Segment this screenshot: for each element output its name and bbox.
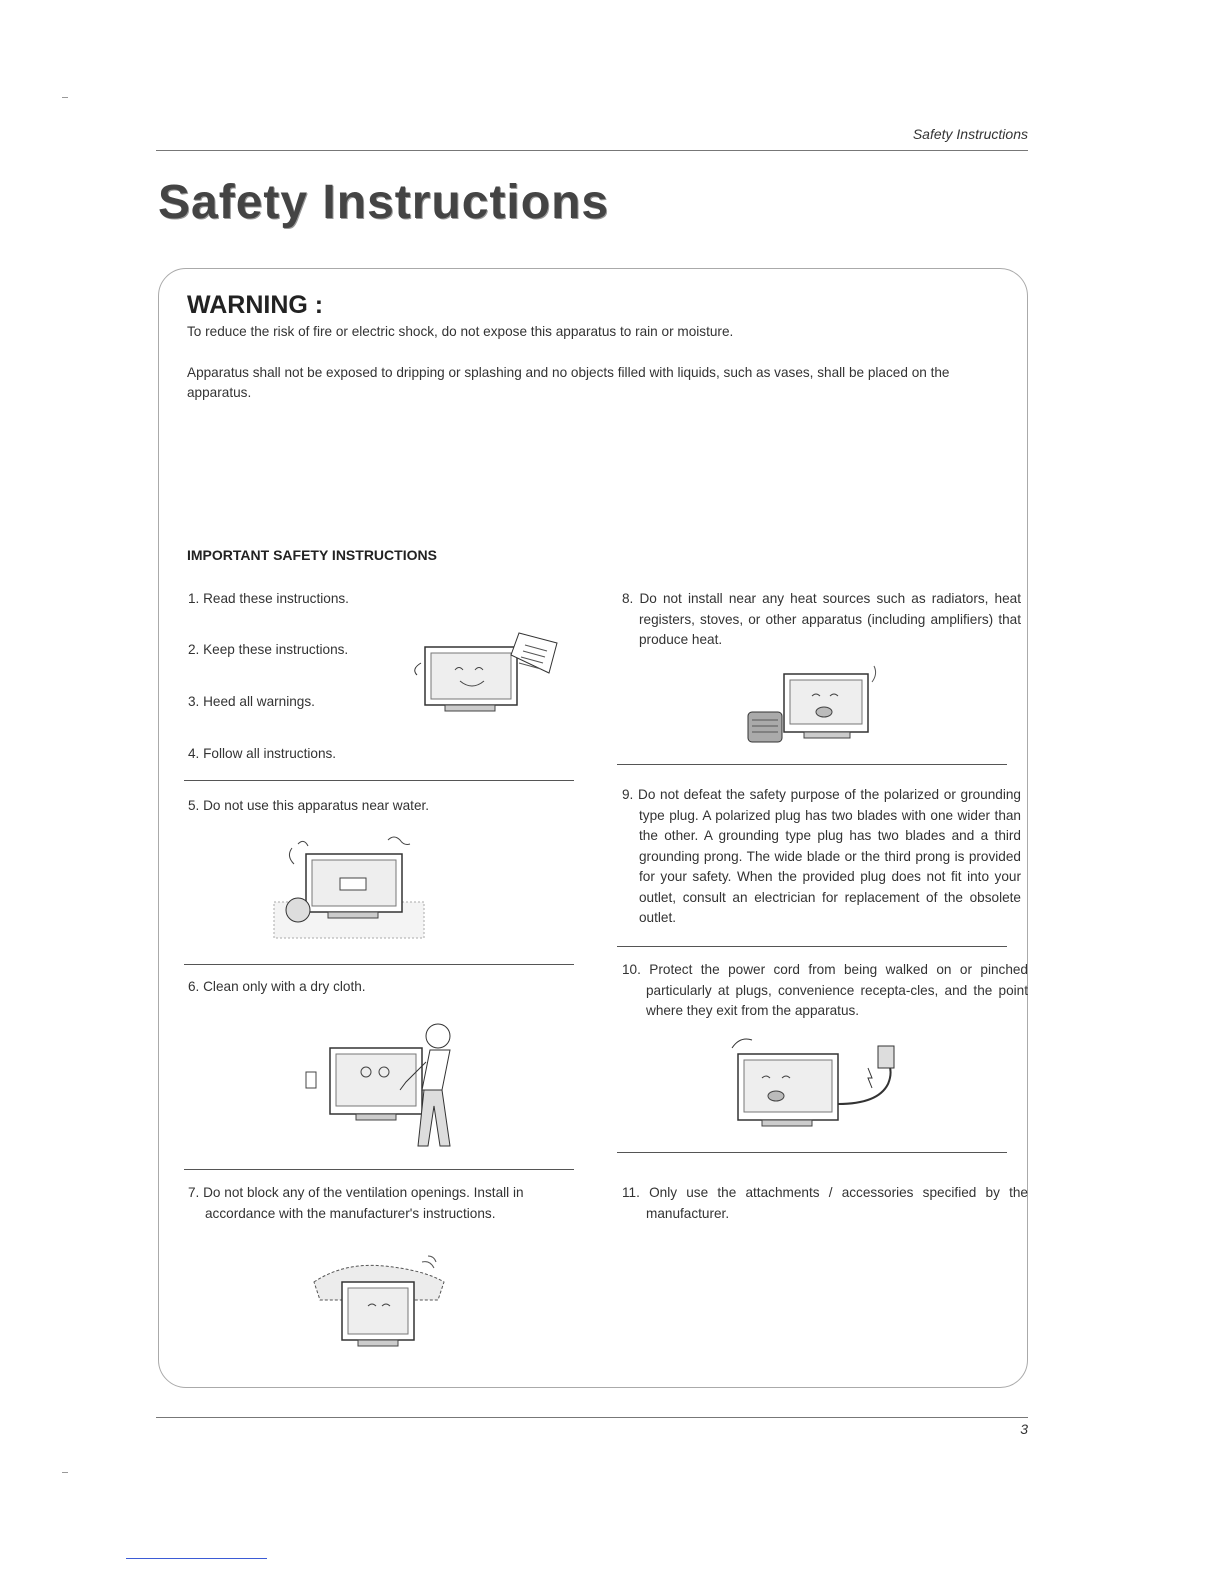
tv-near-water-illustration [268,832,433,944]
page-number: 3 [1020,1421,1028,1437]
item-8: 8. Do not install near any heat sources such as radiators, heat registers, stoves, or other apparatus (including amplifiers) that produce heat. [622,591,1021,647]
tv-power-cord-illustration [722,1024,912,1134]
header-rule [156,150,1028,151]
separator-left-2 [184,964,574,965]
item-6: 6. Clean only with a dry cloth. [188,979,366,994]
margin-tick-top [62,97,68,98]
separator-right-2 [617,946,1007,947]
item-9: 9. Do not defeat the safety purpose of the polarized or grounding type plug. A polarized plug has two blades with one wider than the other. A grounding type plug has two blades and a third grounding prong. The wide blade or the third prong is provided for your safety. When the provided plug does not fit into your outlet, consult an electrician for replacement of the obsolete outlet. [622,787,1021,925]
warning-title: WARNING : [187,291,324,319]
man-cleaning-tv-illustration [298,1022,468,1154]
separator-left-1 [184,780,574,781]
separator-right-1 [617,764,1007,765]
warning-text-1: To reduce the risk of fire or electric shock, do not expose this apparatus to rain or moisture. [187,324,734,339]
item-1: 1. Read these instructions. [188,591,349,606]
item-7: 7. Do not block any of the ventilation openings. Install in accordance with the manufacturer's instructions. [188,1185,524,1221]
blocked-vent-illustration [310,1252,450,1352]
bottom-underline [126,1558,267,1559]
footer-rule [156,1417,1028,1418]
tv-near-heater-illustration [742,660,892,750]
item-2: 2. Keep these instructions. [188,642,349,657]
item-4: 4. Follow all instructions. [188,746,337,761]
separator-left-3 [184,1169,574,1170]
item-5: 5. Do not use this apparatus near water. [188,798,430,813]
item-3: 3. Heed all warnings. [188,694,315,709]
important-heading: IMPORTANT SAFETY INSTRUCTIONS [187,547,437,563]
page-title: Safety Instructions [158,176,610,229]
margin-tick-bottom [62,1472,68,1473]
item-10: 10. Protect the power cord from being walked on or pinched particularly at plugs, convenience recepta-cles, and the point where they exit from the apparatus. [622,962,1028,1018]
separator-right-3 [617,1152,1007,1153]
warning-text-2: Apparatus shall not be exposed to dripping or splashing and no objects filled with liquids, such as vases, shall be placed on the apparatus. [187,365,950,400]
item-11: 11. Only use the attachments / accessories specified by the manufacturer. [622,1185,1028,1221]
tv-reading-manual-illustration [405,615,565,715]
running-header: Safety Instructions [912,126,1028,142]
